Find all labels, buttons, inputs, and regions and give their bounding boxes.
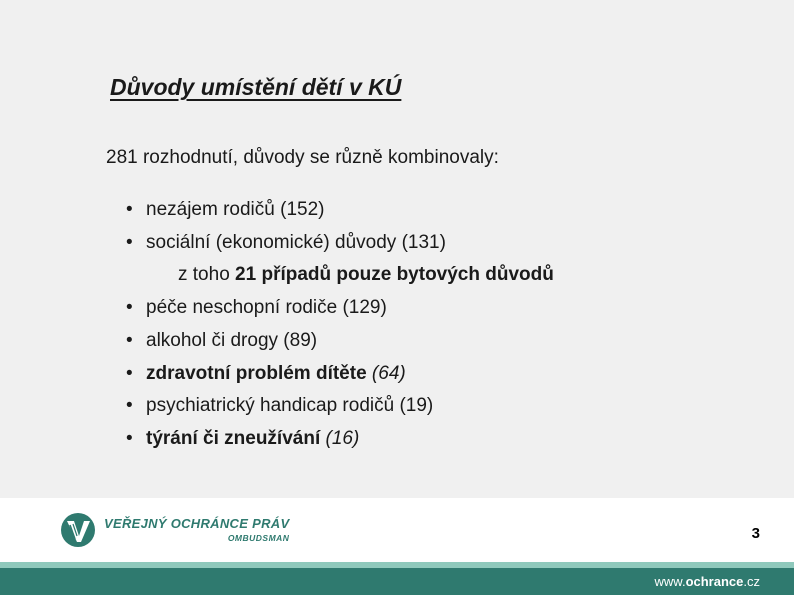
list-item (126, 194, 554, 227)
list-item-count: (64) (366, 362, 406, 384)
ombudsman-logo-icon (60, 512, 96, 548)
list-item-bold: týrání či zneužívání (146, 427, 321, 449)
bullet-icon: • (126, 362, 133, 384)
subitem-prefix: z toho (178, 264, 236, 286)
list-subitem (126, 259, 554, 292)
ombudsman-logo (60, 512, 289, 548)
list-item (126, 390, 554, 423)
bullet-icon: • (126, 231, 133, 253)
bullet-icon: • (126, 199, 133, 220)
list-item-count: (16) (320, 427, 360, 449)
list-item (126, 423, 554, 456)
list-item (126, 325, 554, 358)
website-link[interactable] (655, 574, 761, 589)
page-number: 3 (751, 525, 760, 542)
url-suffix: .cz (743, 574, 760, 589)
slide-title: Důvody umístění dětí v KÚ (110, 74, 402, 100)
list-item (126, 227, 554, 260)
list-item-text: alkohol či drogy (89) (146, 329, 318, 351)
bottom-bar-stripe (0, 562, 794, 568)
reasons-list (126, 194, 554, 456)
url-prefix: www. (654, 574, 686, 589)
list-item-text: nezájem rodičů (152) (146, 199, 325, 220)
bullet-icon: • (126, 297, 133, 319)
list-item-bold: zdravotní problém dítěte (146, 362, 367, 384)
bullet-icon: • (126, 395, 133, 417)
intro-text: 281 rozhodnutí, důvody se různě kombinovaly: (106, 147, 499, 168)
list-item-text: sociální (ekonomické) důvody (131) (146, 231, 446, 253)
url-domain: ochrance (685, 574, 744, 589)
bullet-icon: • (126, 329, 133, 351)
subitem-emphasis: 21 případů pouze bytových důvodů (235, 264, 554, 286)
bullet-icon: • (126, 427, 133, 449)
list-item-text: psychiatrický handicap rodičů (19) (146, 395, 434, 417)
list-item (126, 358, 554, 391)
logo-name: VEŘEJNÝ OCHRÁNCE PRÁV (104, 516, 290, 532)
list-item (126, 292, 554, 325)
logo-subtitle: OMBUDSMAN (227, 533, 290, 544)
list-item-text: péče neschopní rodiče (129) (146, 297, 387, 319)
